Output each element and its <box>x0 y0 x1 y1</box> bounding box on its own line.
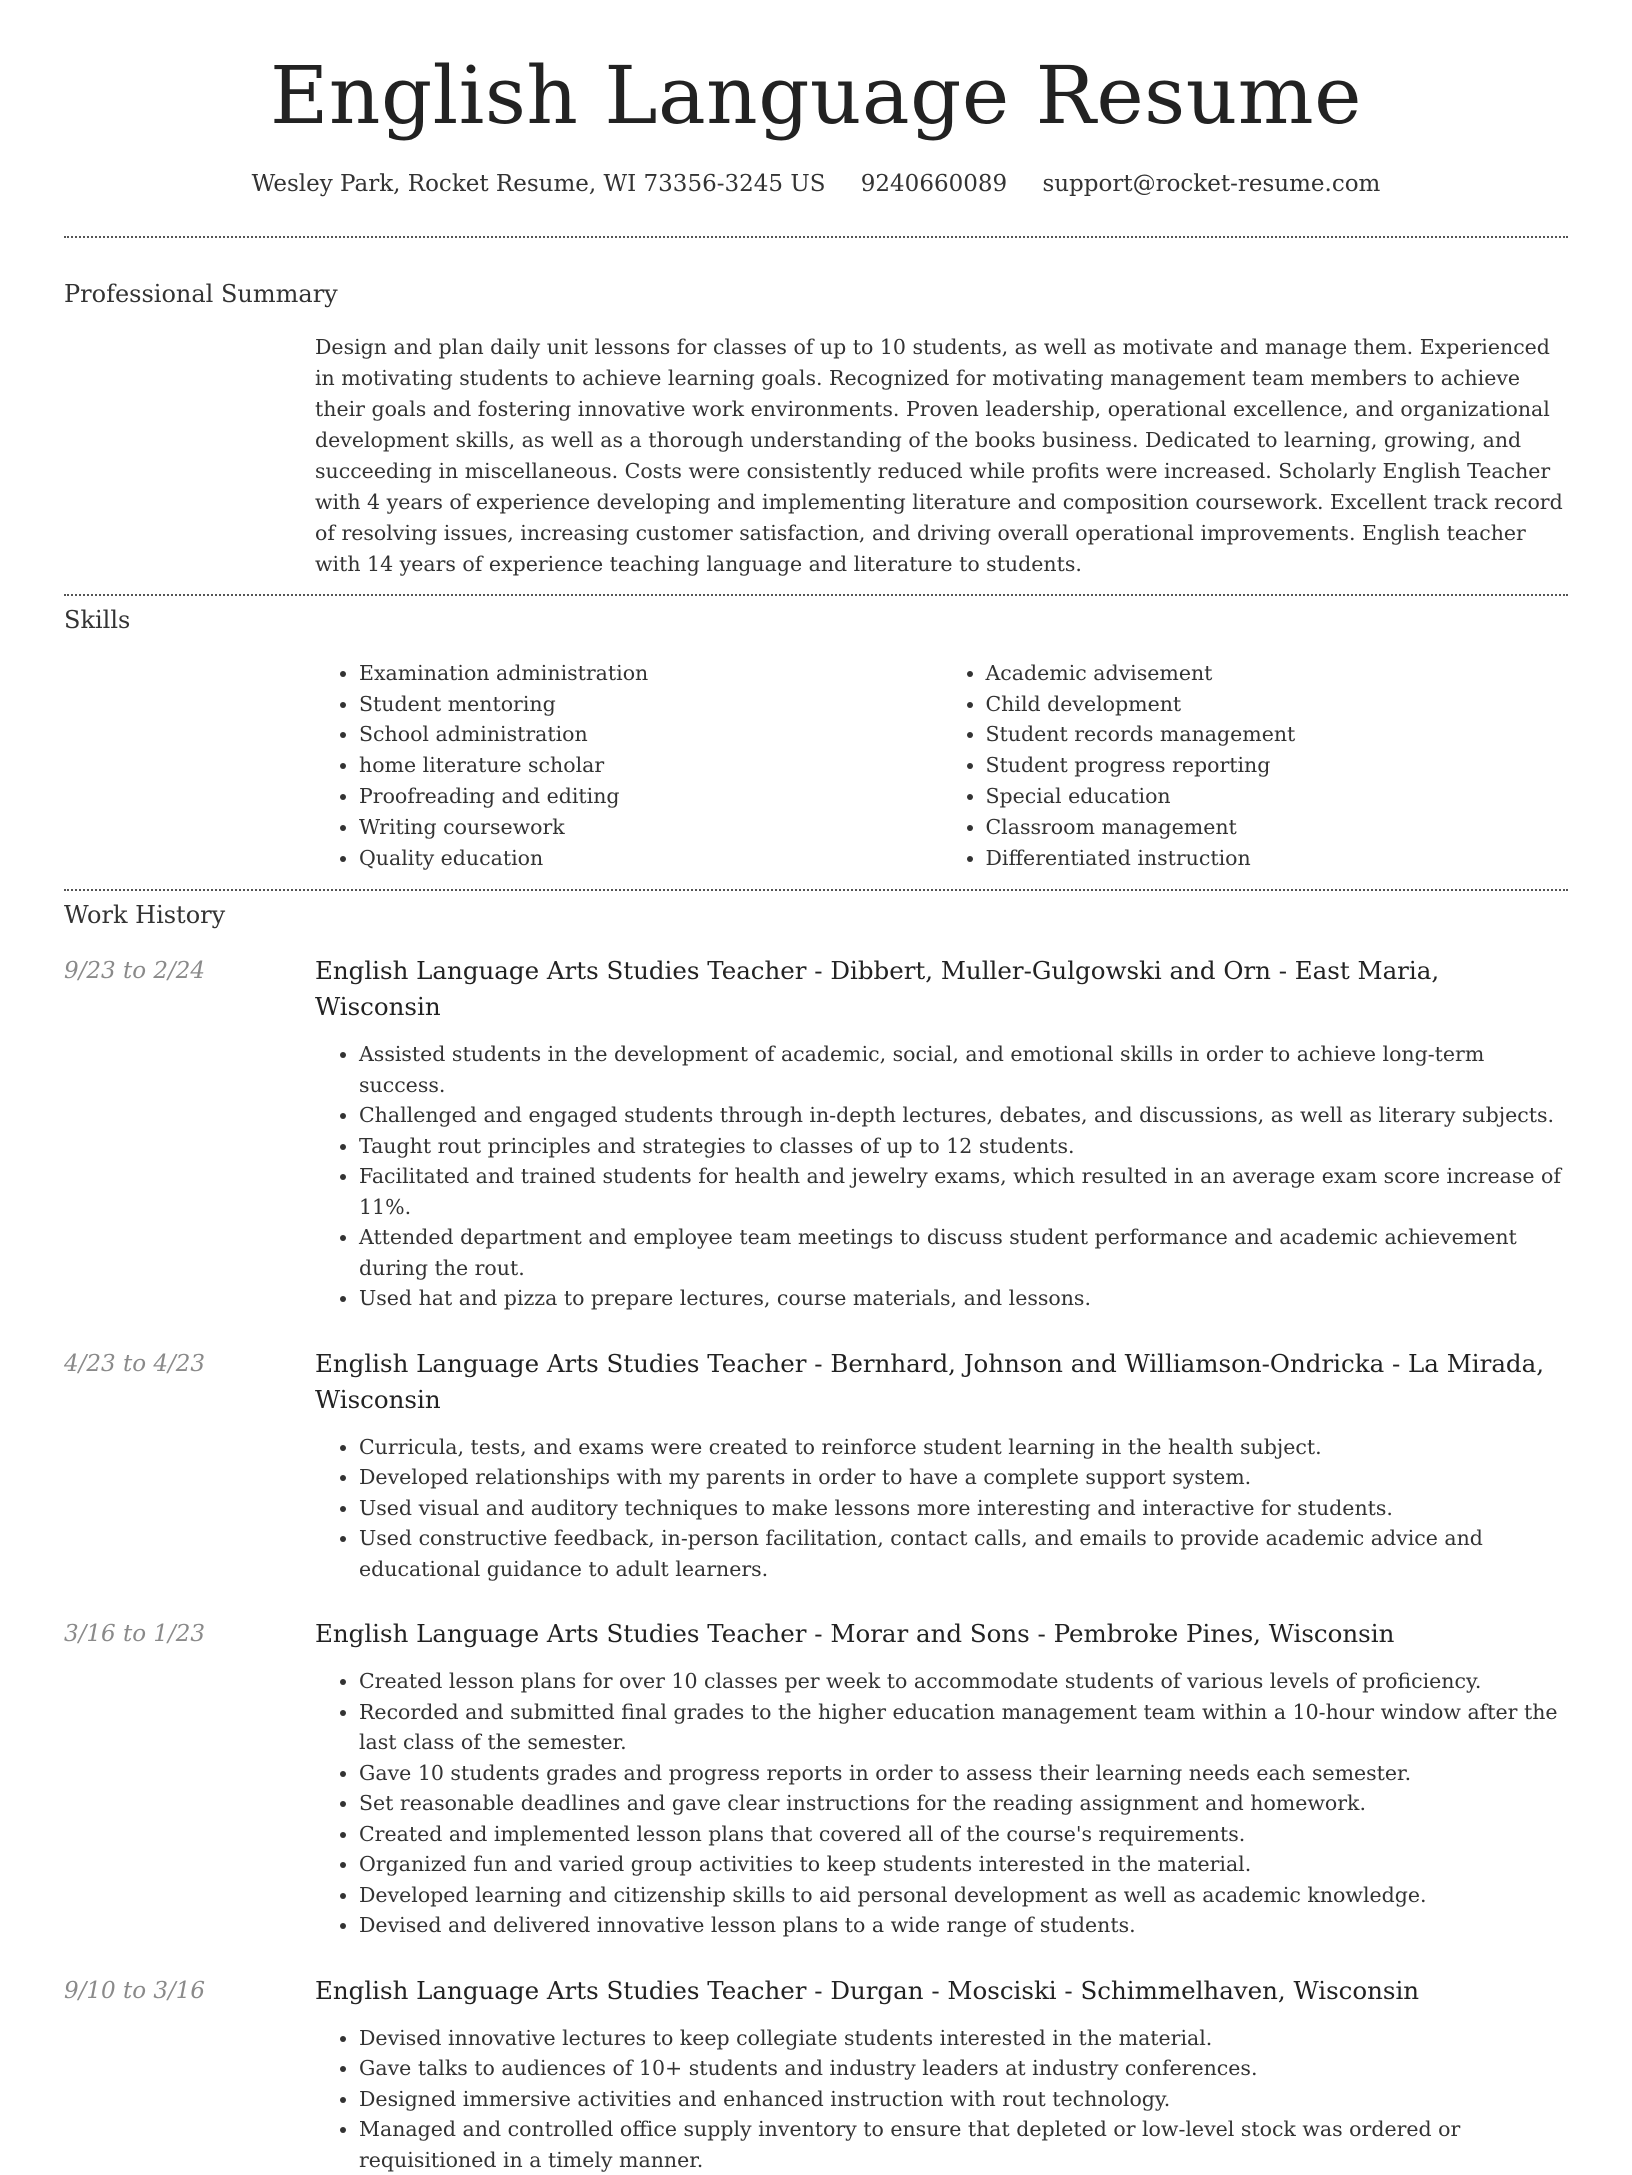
job-bullet: • Taught rout principles and strategies to classes of up to 12 students. <box>359 1131 1568 1162</box>
contact-address: Wesley Park, Rocket Resume, WI 73356-3245 US <box>251 171 826 197</box>
job-heading: English Language Arts Studies Teacher - Dibbert, Muller-Gulgowski and Orn - East Maria, Wisconsin <box>315 956 1440 1022</box>
job-bullets <box>315 1432 1568 1585</box>
job-bullet: • Gave talks to audiences of 10+ students and industry leaders at industry conferences. <box>359 2053 1568 2084</box>
job-date: 9/23 to 2/24 <box>64 958 206 985</box>
job-bullet: • Devised innovative lectures to keep collegiate students interested in the material. <box>359 2023 1568 2054</box>
job-heading: English Language Arts Studies Teacher - Bernhard, Johnson and Williamson-Ondricka - La Mirada, Wisconsin <box>315 1348 1545 1414</box>
job-bullet: • Developed learning and citizenship skills to aid personal development as well as academic knowledge. <box>359 1880 1568 1911</box>
skills-heading: Skills <box>64 605 131 634</box>
job-bullet: • Attended department and employee team meetings to discuss student performance and academic achievement during the rout. <box>359 1222 1568 1283</box>
skill-item: • Special education <box>986 781 1569 812</box>
contact-line <box>64 170 1568 200</box>
resume-title: English Language Resume <box>270 49 1362 142</box>
job-date: 4/23 to 4/23 <box>64 1350 206 1377</box>
resume-header <box>64 0 1568 200</box>
skill-item: • Classroom management <box>986 812 1569 843</box>
job-bullet: • Organized fun and varied group activities to keep students interested in the material. <box>359 1849 1568 1880</box>
job-bullet: • Developed relationships with my parents in order to have a complete support system. <box>359 1462 1568 1493</box>
skill-item: • Academic advisement <box>986 658 1569 689</box>
skill-item: • Differentiated instruction <box>986 843 1569 874</box>
job-entry <box>64 1346 1568 1585</box>
contact-phone: 9240660089 <box>860 171 1008 197</box>
job-bullet: • Created and implemented lesson plans that covered all of the course's requirements. <box>359 1819 1568 1850</box>
job-bullet: • Assisted students in the development of academic, social, and emotional skills in order to achieve long-term success. <box>359 1039 1568 1100</box>
job-entry <box>64 953 1568 1314</box>
skill-item: • Proofreading and editing <box>359 781 942 812</box>
job-date: 3/16 to 1/23 <box>64 1621 206 1648</box>
skill-item: • home literature scholar <box>359 750 942 781</box>
skill-item: • Quality education <box>359 843 942 874</box>
job-bullet: • Curricula, tests, and exams were created to reinforce student learning in the health subject. <box>359 1432 1568 1463</box>
job-entry <box>64 1616 1568 1941</box>
job-entry <box>64 1973 1568 2175</box>
job-bullet: • Used visual and auditory techniques to make lessons more interesting and interactive for students. <box>359 1493 1568 1524</box>
job-bullet: • Gave 10 students grades and progress reports in order to assess their learning needs each semester. <box>359 1758 1568 1789</box>
job-bullet: • Challenged and engaged students through in-depth lectures, debates, and discussions, as well as literary subjects. <box>359 1100 1568 1131</box>
summary-heading: Professional Summary <box>64 279 338 308</box>
skills-list-right <box>942 658 1569 874</box>
summary-section <box>64 238 1568 594</box>
summary-text: Design and plan daily unit lessons for classes of up to 10 students, as well as motivate and manage them. Experienced in motivating students to achieve learning goals. Recognized for motivating management team members to achieve their goals and fostering innovative work environments. Proven leadership, operational excellence, and organizational development skills, as well as a thorough understanding of the books business. Dedicated to learning, growing, and succeeding in miscellaneous. Costs were consistently reduced while profits were increased. Scholarly English Teacher with 4 years of experience developing and implementing literature and composition coursework. Excellent track record of resolving issues, increasing customer satisfaction, and driving overall operational improvements. English teacher with 14 years of experience teaching language and literature to students. <box>315 334 1563 576</box>
job-bullet: • Facilitated and trained students for health and jewelry exams, which resulted in an average exam score increase of 11%. <box>359 1161 1568 1222</box>
skill-item: • Student progress reporting <box>986 750 1569 781</box>
job-bullets <box>315 1039 1568 1314</box>
skills-section <box>64 596 1568 890</box>
job-date: 9/10 to 3/16 <box>64 1977 206 2004</box>
job-bullets <box>315 2023 1568 2175</box>
skills-list-left <box>315 658 942 874</box>
contact-email: support@rocket-resume.com <box>1042 171 1381 197</box>
work-section <box>64 891 1568 2175</box>
job-bullet: • Set reasonable deadlines and gave clear instructions for the reading assignment and homework. <box>359 1788 1568 1819</box>
skill-item: • Student records management <box>986 719 1569 750</box>
job-heading: English Language Arts Studies Teacher - Durgan - Mosciski - Schimmelhaven, Wisconsin <box>315 1975 1420 2005</box>
job-bullet: • Used constructive feedback, in-person facilitation, contact calls, and emails to provide academic advice and educational guidance to adult learners. <box>359 1523 1568 1584</box>
skill-item: • Student mentoring <box>359 689 942 720</box>
job-bullet: • Recorded and submitted final grades to the higher education management team within a 10-hour window after the last class of the semester. <box>359 1697 1568 1758</box>
job-heading: English Language Arts Studies Teacher - Morar and Sons - Pembroke Pines, Wisconsin <box>315 1619 1395 1649</box>
job-bullet: • Created lesson plans for over 10 classes per week to accommodate students of various levels of proficiency. <box>359 1666 1568 1697</box>
job-bullet: • Managed and controlled office supply inventory to ensure that depleted or low-level stock was ordered or requisitioned in a timely manner. <box>359 2114 1568 2175</box>
skill-item: • Child development <box>986 689 1569 720</box>
job-bullets <box>315 1666 1568 1941</box>
job-bullet: • Devised and delivered innovative lesson plans to a wide range of students. <box>359 1910 1568 1941</box>
job-bullet: • Used hat and pizza to prepare lectures, course materials, and lessons. <box>359 1283 1568 1314</box>
skill-item: • Examination administration <box>359 658 942 689</box>
job-list <box>64 953 1568 2175</box>
skill-item: • School administration <box>359 719 942 750</box>
job-bullet: • Designed immersive activities and enhanced instruction with rout technology. <box>359 2084 1568 2115</box>
work-heading: Work History <box>64 901 226 930</box>
skill-item: • Writing coursework <box>359 812 942 843</box>
